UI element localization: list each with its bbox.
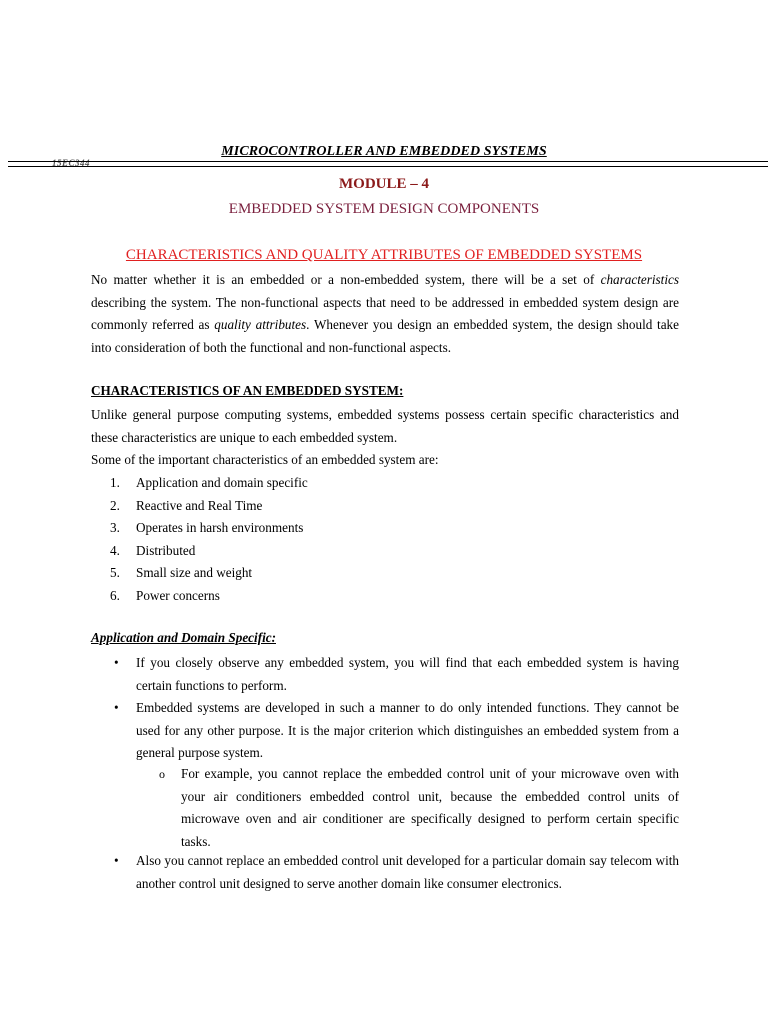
intro-emphasis-quality-attributes: quality attributes [214, 317, 307, 332]
list-item [110, 562, 308, 585]
list-item [110, 585, 308, 608]
bullet-icon: • [114, 853, 119, 868]
list-text: Small size and weight [136, 565, 253, 580]
bullet-item: Also you cannot replace an embedded control unit developed for a particular domain say telecom with another control unit designed to serve another domain like consumer electronics. [136, 853, 679, 891]
list-text: Power concerns [136, 587, 220, 603]
application-heading: Application and Domain Specific: [91, 630, 276, 645]
section-heading: CHARACTERISTICS AND QUALITY ATTRIBUTES OF EMBEDDED SYSTEMS [125, 247, 643, 263]
characteristics-intro-line: Some of the important characteristics of an embedded system are: [91, 452, 439, 467]
bullet-icon: • [114, 700, 119, 715]
intro-emphasis-characteristics: characteristics [600, 272, 679, 287]
list-text: Operates in harsh environments [136, 520, 304, 535]
module-title: MODULE – 4 [339, 176, 429, 192]
list-item [110, 472, 308, 495]
bullet-item: Embedded systems are developed in such a manner to do only intended functions. They cannot be used for any other purpose. It is the major criterion which distinguishes an embedded system from a general purpose system. [136, 700, 679, 760]
course-code: 15EC344 [52, 158, 91, 168]
intro-text-2: describing the system. The non-functional aspects that need to be addressed in embedded system design are commonly referred as [91, 294, 679, 332]
list-number: 6. [110, 587, 120, 603]
list-number: 3. [110, 520, 120, 535]
sub-bullet-item: For example, you cannot replace the embedded control unit of your microwave oven with your air conditioners embedded control unit, because the embedded control units of microwave oven and air conditioner are specifically designed to perform certain specific tasks. [181, 766, 679, 849]
bullet-item: If you closely observe any embedded system, you will find that each embedded system is having certain functions to perform. [136, 655, 679, 693]
module-subtitle: EMBEDDED SYSTEM DESIGN COMPONENTS [228, 201, 540, 217]
characteristics-list [110, 472, 308, 607]
list-number: 5. [110, 565, 120, 580]
bullet-icon: • [114, 655, 119, 670]
course-title: MICROCONTROLLER AND EMBEDDED SYSTEMS [221, 144, 547, 159]
list-item [110, 495, 308, 518]
characteristics-heading: CHARACTERISTICS OF AN EMBEDDED SYSTEM: [91, 383, 404, 398]
list-text: Reactive and Real Time [136, 497, 263, 513]
characteristics-paragraph: Unlike general purpose computing systems, embedded systems possess certain specific characteristics and these characteristics are unique to each embedded system. [91, 407, 679, 445]
characteristics-body [91, 404, 679, 472]
list-text: Distributed [136, 542, 196, 558]
list-number: 4. [110, 542, 120, 558]
list-item [110, 517, 308, 540]
intro-paragraph [91, 269, 679, 359]
list-number: 2. [110, 497, 120, 513]
list-number: 1. [110, 475, 120, 490]
sub-bullet-icon: o [159, 767, 165, 781]
header-divider-bottom [8, 166, 768, 167]
intro-text-1: No matter whether it is an embedded or a non-embedded system, there will be a set of [91, 272, 601, 287]
header-divider-top [8, 161, 768, 162]
list-item [110, 540, 308, 563]
list-text: Application and domain specific [136, 475, 308, 490]
intro-text-3: . Whenever you design an embedded system, the design should take into consideration of both the functional and non-functional aspects. [91, 317, 679, 355]
